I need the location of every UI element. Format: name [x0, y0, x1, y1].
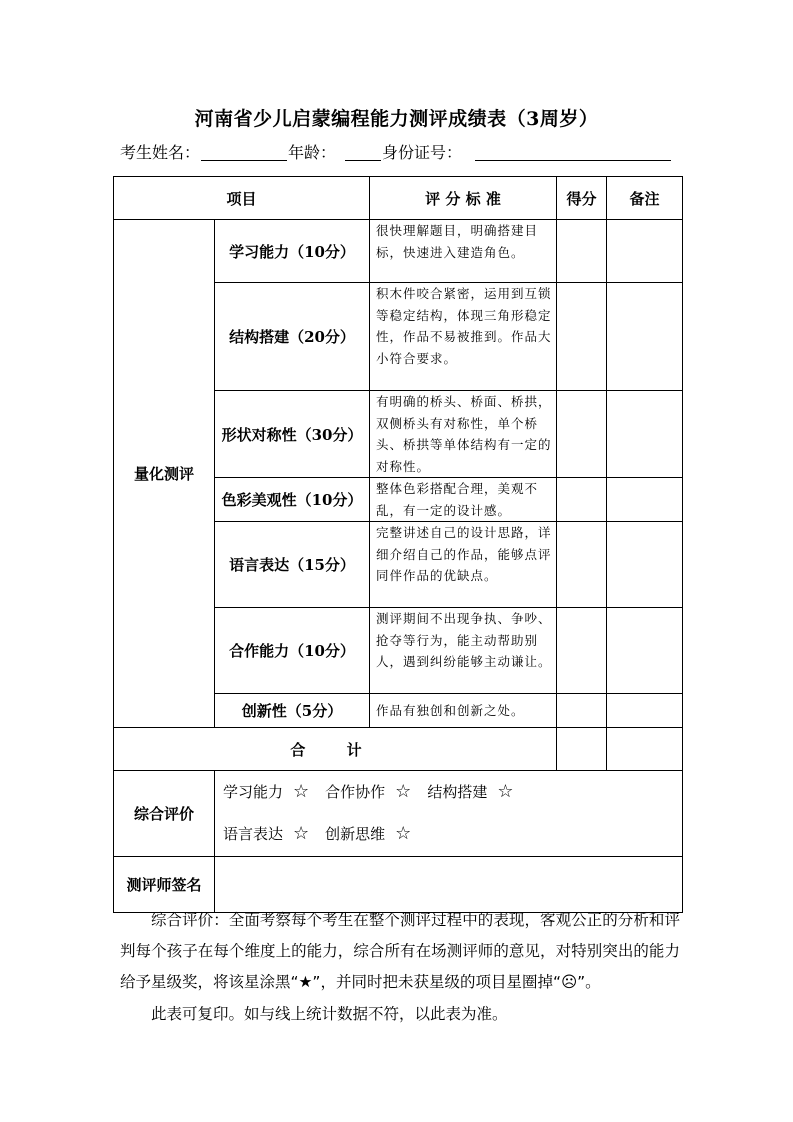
score-cell[interactable] [557, 478, 607, 522]
remark-cell[interactable] [607, 608, 683, 694]
score-cell[interactable] [557, 283, 607, 391]
header-remark: 备注 [607, 177, 683, 220]
item-criteria: 完整讲述自己的设计思路，详细介绍自己的作品，能够点评同伴作品的优缺点。 [370, 522, 557, 608]
age-label: 年龄： [288, 143, 337, 162]
eval-line-2 [223, 823, 427, 844]
eval-item: 学习能力 [223, 783, 284, 801]
note-paragraph-2: 此表可复印。如与线上统计数据不符，以此表为准。 [151, 1005, 508, 1023]
id-field[interactable] [475, 160, 671, 161]
eval-item: 语言表达 [223, 825, 284, 843]
item-criteria: 有明确的桥头、桥面、桥拱，双侧桥头有对称性，单个桥头、桥拱等单体结构有一定的对称性。 [370, 391, 557, 478]
header-criteria: 评 分 标 准 [370, 177, 557, 220]
header-score: 得分 [557, 177, 607, 220]
evaluation-label: 综合评价 [114, 771, 215, 857]
item-label: 创新性（5分） [215, 694, 370, 728]
item-criteria: 很快理解题目，明确搭建目标，快速进入建造角色。 [370, 220, 557, 283]
eval-item: 合作协作 [325, 783, 386, 801]
score-cell[interactable] [557, 220, 607, 283]
page-title: 河南省少儿启蒙编程能力测评成绩表（3周岁） [194, 108, 599, 130]
eval-line-1 [223, 781, 529, 802]
item-label: 合作能力（10分） [215, 608, 370, 694]
total-remark-cell[interactable] [607, 728, 683, 771]
total-row [114, 728, 683, 771]
name-field[interactable] [201, 160, 287, 161]
score-table [113, 176, 683, 913]
item-label: 色彩美观性（10分） [215, 478, 370, 522]
remark-cell[interactable] [607, 220, 683, 283]
score-cell[interactable] [557, 391, 607, 478]
star-icon[interactable]: ☆ [497, 781, 514, 802]
star-icon[interactable]: ☆ [293, 781, 310, 802]
remark-cell[interactable] [607, 478, 683, 522]
group-label: 量化测评 [114, 220, 215, 728]
id-label: 身份证号： [382, 143, 463, 162]
note-paragraph-1: 综合评价：全面考察每个考生在整个测评过程中的表现，客观公正的分析和评判每个孩子在每个维度上的能力，综合所有在场测评师的意见，对特别突出的能力给予星级奖，将该星涂黑“★”，并同时把未获星级的项目星圈掉“☹”。 [120, 911, 680, 991]
item-criteria: 作品有独创和创新之处。 [370, 694, 557, 728]
item-criteria: 整体色彩搭配合理，美观不乱，有一定的设计感。 [370, 478, 557, 522]
remark-cell[interactable] [607, 694, 683, 728]
item-criteria: 积木件咬合紧密，运用到互锁等稳定结构，体现三角形稳定性，作品不易被推到。作品大小符合要求。 [370, 283, 557, 391]
star-icon[interactable]: ☆ [293, 823, 310, 844]
star-icon[interactable]: ☆ [395, 781, 412, 802]
score-cell[interactable] [557, 694, 607, 728]
table-row [114, 220, 683, 283]
star-icon[interactable]: ☆ [395, 823, 412, 844]
item-label: 学习能力（10分） [215, 220, 370, 283]
item-label: 结构搭建（20分） [215, 283, 370, 391]
evaluation-stars [215, 771, 683, 857]
score-cell[interactable] [557, 608, 607, 694]
table-header-row [114, 177, 683, 220]
evaluation-row [114, 771, 683, 857]
remark-cell[interactable] [607, 391, 683, 478]
item-label: 语言表达（15分） [215, 522, 370, 608]
header-item: 项目 [114, 177, 370, 220]
total-score-cell[interactable] [557, 728, 607, 771]
remark-cell[interactable] [607, 283, 683, 391]
item-criteria: 测评期间不出现争执、争吵、抢夺等行为，能主动帮助别人，遇到纠纷能够主动谦让。 [370, 608, 557, 694]
remark-cell[interactable] [607, 522, 683, 608]
age-field[interactable] [345, 160, 381, 161]
total-label: 合 计 [114, 728, 557, 771]
signature-label: 测评师签名 [114, 857, 215, 913]
score-cell[interactable] [557, 522, 607, 608]
item-label: 形状对称性（30分） [215, 391, 370, 478]
name-label: 考生姓名： [120, 143, 201, 162]
eval-item: 创新思维 [325, 825, 386, 843]
eval-item: 结构搭建 [427, 783, 488, 801]
